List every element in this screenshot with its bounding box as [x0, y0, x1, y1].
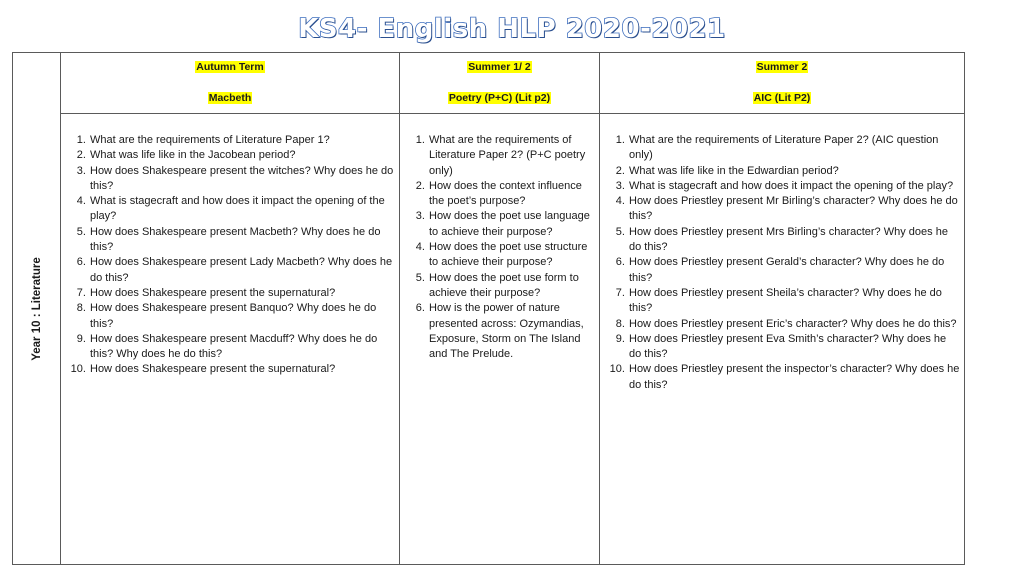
list-item: 6. How does Priestley present Gerald’s character? Why does he do this? [628, 255, 961, 286]
topic-label: AIC (Lit P2) [753, 92, 811, 104]
list-item: 3. How does the poet use language to achieve their purpose? [428, 209, 597, 240]
row-label-cell [13, 53, 61, 564]
term-label: Autumn Term [196, 61, 264, 73]
list-item: 8. How does Priestley present Eric’s character? Why does he do this? [628, 317, 961, 332]
column-divider [60, 53, 61, 564]
list-item: 2. How does the context influence the poet’s purpose? [428, 179, 597, 210]
column-header-summer-1-2 [400, 53, 599, 113]
column-divider [599, 53, 600, 564]
list-item: 10. How does Priestley present the inspector’s character? Why does he do this? [628, 362, 961, 393]
list-item: 8. How does Shakespeare present Banquo? Why does he do this? [89, 301, 396, 332]
list-item: 2. What was life like in the Edwardian period? [628, 164, 961, 179]
list-item: 6. How does Shakespeare present Lady Macbeth? Why does he do this? [89, 255, 396, 286]
list-item: 1. What are the requirements of Literature Paper 1? [89, 133, 396, 148]
list-item: 5. How does Priestley present Mrs Birling’s character? Why does he do this? [628, 225, 961, 256]
list-item: 1. What are the requirements of Literature Paper 2? (AIC question only) [628, 133, 961, 164]
list-item: 9. How does Shakespeare present Macduff? Why does he do this? Why does he do this? [89, 332, 396, 363]
list-item: 3. How does Shakespeare present the witches? Why does he do this? [89, 164, 396, 195]
topic-label: Poetry (P+C) (Lit p2) [448, 92, 551, 104]
row-label: Year 10 : Literature [31, 257, 43, 361]
list-item: 6. How is the power of nature presented across: Ozymandias, Exposure, Storm on The Island and The Prelude. [428, 301, 597, 362]
curriculum-table [12, 52, 965, 565]
list-item: 4. How does Priestley present Mr Birling’s character? Why does he do this? [628, 194, 961, 225]
column-divider [399, 53, 400, 564]
question-list [64, 133, 396, 378]
term-label: Summer 1/ 2 [468, 61, 531, 73]
column-header-summer-2 [600, 53, 964, 113]
term-label: Summer 2 [756, 61, 808, 73]
list-item: 5. How does Shakespeare present Macbeth? Why does he do this? [89, 225, 396, 256]
topic-label: Macbeth [208, 92, 252, 104]
list-item: 7. How does Priestley present Sheila’s character? Why does he do this? [628, 286, 961, 317]
list-item: 10. How does Shakespeare present the supernatural? [89, 362, 396, 377]
list-item: 5. How does the poet use form to achieve their purpose? [428, 271, 597, 302]
question-list [603, 133, 961, 393]
list-item: 2. What was life like in the Jacobean period? [89, 148, 396, 163]
list-item: 1. What are the requirements of Literature Paper 2? (P+C poetry only) [428, 133, 597, 179]
page-title: KS4- English HLP 2020-2021 [298, 14, 726, 44]
list-item: 7. How does Shakespeare present the supernatural? [89, 286, 396, 301]
question-column-summer-2 [603, 133, 961, 393]
question-column-autumn [64, 133, 396, 378]
header-divider [61, 113, 964, 114]
list-item: 4. What is stagecraft and how does it impact the opening of the play? [89, 194, 396, 225]
question-column-summer-1-2 [403, 133, 597, 362]
column-header-autumn [61, 53, 399, 113]
list-item: 4. How does the poet use structure to achieve their purpose? [428, 240, 597, 271]
question-list [403, 133, 597, 362]
list-item: 9. How does Priestley present Eva Smith’s character? Why does he do this? [628, 332, 961, 363]
list-item: 3. What is stagecraft and how does it impact the opening of the play? [628, 179, 961, 194]
